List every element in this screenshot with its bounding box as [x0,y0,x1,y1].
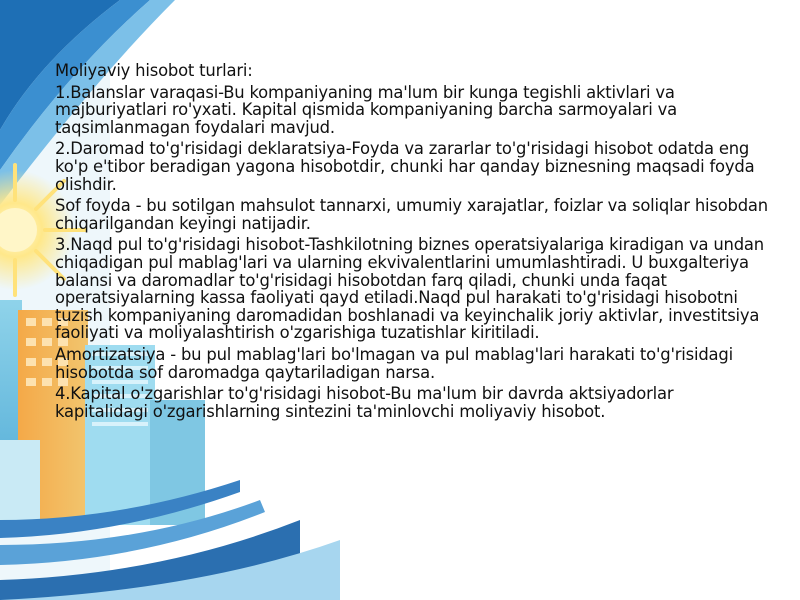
paragraph-income-statement: 2.Daromad to'g'risidagi deklaratsiya-Foyda va zararlar to'g'risidagi hisobot odatda eng ko'p e'tibor beradigan yagona hisobotdir, chunki har qanday biznesning maqsadi foyda olishdir. [55,139,755,194]
paragraph-balance-sheet: 1.Balanslar varaqasi-Bu kompaniyaning ma'lum bir kunga tegishli aktivlari va majburiyatlari ro'yxati. Kapital qismida kompaniyaning barcha sarmoyalari va taqsimlanmagan foydalari mavjud. [55,82,677,137]
paragraph-cash-flow-statement: 3.Naqd pul to'g'risidagi hisobot-Tashkilotning biznes operatsiyalariga kiradigan va undan chiqadigan pul mablag'lari va ularning ekvivalentlarini umumlashtiradi. U buxgalteriya balansi va daromadlar to'g'risidagi hisobotdan farq qiladi, chunki unda faqat operatsiyalarning kassa faoliyati qayd etiladi.Naqd pul harakati to'g'risidagi hisobotni tuzish kompaniyaning daromadidan boshlanadi va keyinchalik joriy aktivlar, investitsiya faoliyati va moliyalashtirish o'zgarishiga tuzatishlar kiritiladi. [55,235,764,343]
paragraph-net-profit: Sof foyda - bu sotilgan mahsulot tannarxi, umumiy xarajatlar, foizlar va soliqlar hisobdan chiqarilgandan keyingi natijadir. [55,196,768,233]
paragraph-equity-statement: 4.Kapital o'zgarishlar to'g'risidagi hisobot-Bu ma'lum bir davrda aktsiyadorlar kapitalidagi o'zgarishlarning sintezini ta'minlovchi moliyaviy hisobot. [55,384,674,421]
paragraph-amortization: Amortizatsiya - bu pul mablag'lari bo'lmagan va pul mablag'lari harakati to'g'risidagi hisobotda sof daromadga qaytariladigan narsa. [55,344,733,382]
slide-content [55,62,770,424]
slide-heading: Moliyaviy hisobot turlari: [55,61,253,80]
